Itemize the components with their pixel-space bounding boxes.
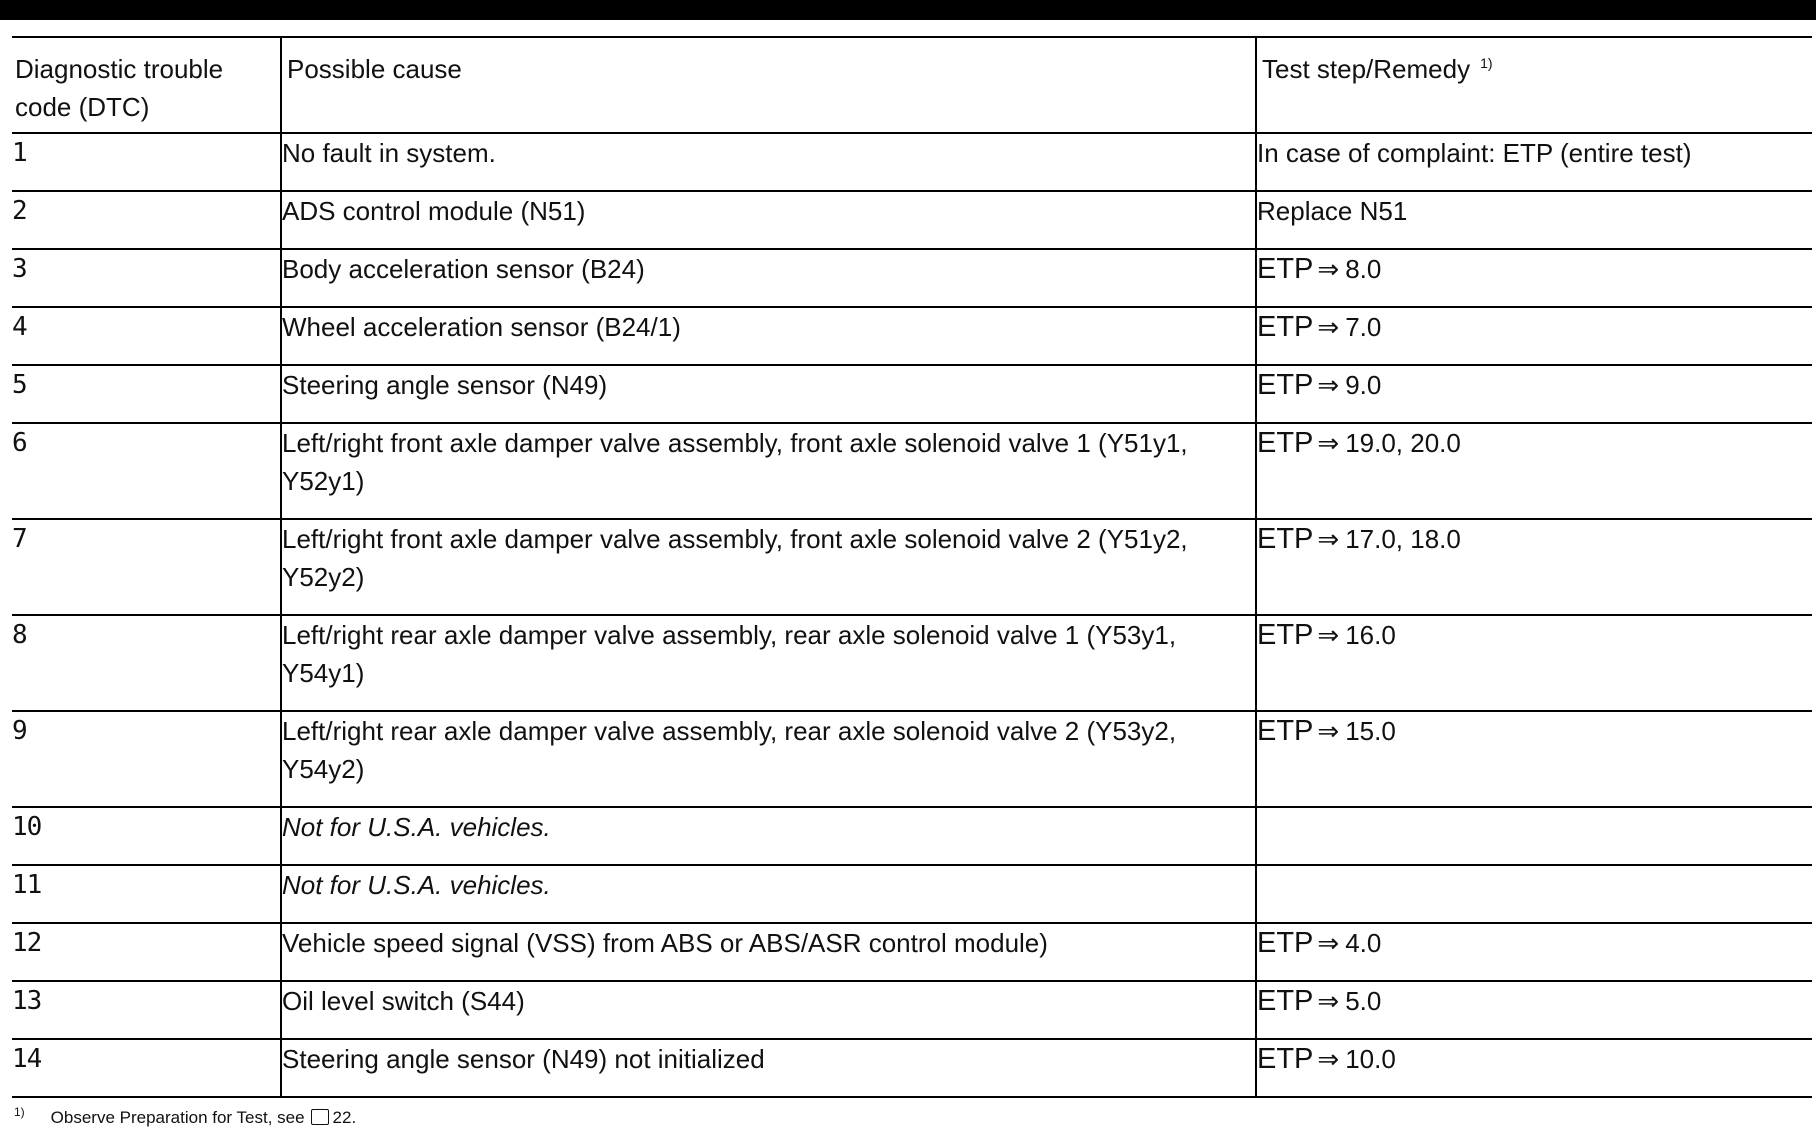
test-step-value: 7.0	[1345, 312, 1382, 342]
test-step-value: 9.0	[1345, 370, 1382, 400]
double-arrow-icon: ⇒	[1317, 312, 1340, 342]
table-row	[12, 519, 1812, 615]
header-cause-label: Possible cause	[287, 54, 462, 84]
table-row	[12, 423, 1812, 519]
dtc-cause: Left/right rear axle damper valve assembly, rear axle solenoid valve 2 (Y53y2, Y54y2)	[281, 711, 1256, 807]
footnote-text: Observe Preparation for Test, see	[50, 1108, 305, 1127]
double-arrow-icon: ⇒	[1317, 986, 1340, 1016]
dtc-cause: Not for U.S.A. vehicles.	[281, 807, 1256, 865]
etp-label: ETP	[1257, 427, 1314, 459]
dtc-cause: Wheel acceleration sensor (B24/1)	[281, 307, 1256, 365]
test-step-value: 5.0	[1345, 986, 1382, 1016]
dtc-table	[12, 36, 1812, 1098]
test-step-value: 8.0	[1345, 254, 1382, 284]
dtc-code: 2	[12, 191, 281, 249]
table-row	[12, 807, 1812, 865]
dtc-cause: ADS control module (N51)	[281, 191, 1256, 249]
table-row	[12, 249, 1812, 307]
dtc-remedy-empty	[1256, 865, 1812, 923]
table-row	[12, 615, 1812, 711]
test-step-value: 17.0, 18.0	[1345, 524, 1461, 554]
etp-label: ETP	[1257, 311, 1314, 343]
dtc-remedy	[1256, 365, 1812, 423]
dtc-code: 4	[12, 307, 281, 365]
dtc-cause: Vehicle speed signal (VSS) from ABS or ABS/ASR control module)	[281, 923, 1256, 981]
dtc-code: 11	[12, 865, 281, 923]
dtc-remedy-empty	[1256, 807, 1812, 865]
double-arrow-icon: ⇒	[1317, 524, 1340, 554]
etp-label: ETP	[1257, 927, 1314, 959]
etp-label: ETP	[1257, 715, 1314, 747]
dtc-code: 8	[12, 615, 281, 711]
dtc-remedy	[1256, 519, 1812, 615]
dtc-cause: Steering angle sensor (N49) not initialized	[281, 1039, 1256, 1097]
double-arrow-icon: ⇒	[1317, 370, 1340, 400]
header-cause	[281, 37, 1256, 133]
table-row	[12, 307, 1812, 365]
dtc-cause: Not for U.S.A. vehicles.	[281, 865, 1256, 923]
dtc-remedy: Replace N51	[1256, 191, 1812, 249]
etp-label: ETP	[1257, 369, 1314, 401]
etp-label: ETP	[1257, 985, 1314, 1017]
table-row	[12, 865, 1812, 923]
table-row	[12, 923, 1812, 981]
footnote	[14, 1105, 357, 1128]
double-arrow-icon: ⇒	[1317, 1044, 1340, 1074]
dtc-code: 10	[12, 807, 281, 865]
header-code-label: Diagnostic trouble code (DTC)	[15, 54, 224, 122]
double-arrow-icon: ⇒	[1317, 928, 1340, 958]
etp-label: ETP	[1257, 523, 1314, 555]
table-row	[12, 981, 1812, 1039]
table-row	[12, 711, 1812, 807]
dtc-code: 3	[12, 249, 281, 307]
dtc-remedy	[1256, 307, 1812, 365]
etp-label: ETP	[1257, 1043, 1314, 1075]
double-arrow-icon: ⇒	[1317, 428, 1340, 458]
double-arrow-icon: ⇒	[1317, 620, 1340, 650]
dtc-cause: Oil level switch (S44)	[281, 981, 1256, 1039]
dtc-remedy	[1256, 923, 1812, 981]
dtc-code: 5	[12, 365, 281, 423]
table-header-row	[12, 37, 1812, 133]
table-row	[12, 191, 1812, 249]
etp-label: ETP	[1257, 619, 1314, 651]
test-step-value: 16.0	[1345, 620, 1396, 650]
dtc-remedy	[1256, 423, 1812, 519]
dtc-code: 12	[12, 923, 281, 981]
dtc-remedy	[1256, 981, 1812, 1039]
header-remedy	[1256, 37, 1812, 133]
table-row	[12, 365, 1812, 423]
double-arrow-icon: ⇒	[1317, 716, 1340, 746]
etp-label: ETP	[1257, 253, 1314, 285]
header-code	[12, 37, 281, 133]
top-black-bar	[0, 0, 1816, 20]
dtc-code: 7	[12, 519, 281, 615]
dtc-code: 13	[12, 981, 281, 1039]
footnote-number: 1)	[14, 1105, 25, 1120]
test-step-value: 4.0	[1345, 928, 1382, 958]
table-row	[12, 1039, 1812, 1097]
book-reference-icon	[311, 1109, 329, 1125]
dtc-cause: Steering angle sensor (N49)	[281, 365, 1256, 423]
footnote-page-ref: 22.	[332, 1108, 357, 1127]
dtc-remedy: In case of complaint: ETP (entire test)	[1256, 133, 1812, 191]
dtc-code: 14	[12, 1039, 281, 1097]
dtc-cause: Body acceleration sensor (B24)	[281, 249, 1256, 307]
test-step-value: 10.0	[1345, 1044, 1396, 1074]
test-step-value: 19.0, 20.0	[1345, 428, 1461, 458]
dtc-remedy	[1256, 615, 1812, 711]
dtc-cause: Left/right front axle damper valve assembly, front axle solenoid valve 2 (Y51y2, Y52y2)	[281, 519, 1256, 615]
table-row	[12, 133, 1812, 191]
dtc-code: 9	[12, 711, 281, 807]
dtc-cause: Left/right rear axle damper valve assembly, rear axle solenoid valve 1 (Y53y1, Y54y1)	[281, 615, 1256, 711]
dtc-remedy	[1256, 249, 1812, 307]
dtc-cause: Left/right front axle damper valve assembly, front axle solenoid valve 1 (Y51y1, Y52y1)	[281, 423, 1256, 519]
dtc-remedy	[1256, 711, 1812, 807]
dtc-cause: No fault in system.	[281, 133, 1256, 191]
test-step-value: 15.0	[1345, 716, 1396, 746]
dtc-code: 6	[12, 423, 281, 519]
footnote-mark: 1)	[1480, 55, 1493, 72]
dtc-code: 1	[12, 133, 281, 191]
double-arrow-icon: ⇒	[1317, 254, 1340, 284]
header-remedy-label: Test step/Remedy	[1262, 54, 1471, 84]
dtc-remedy	[1256, 1039, 1812, 1097]
